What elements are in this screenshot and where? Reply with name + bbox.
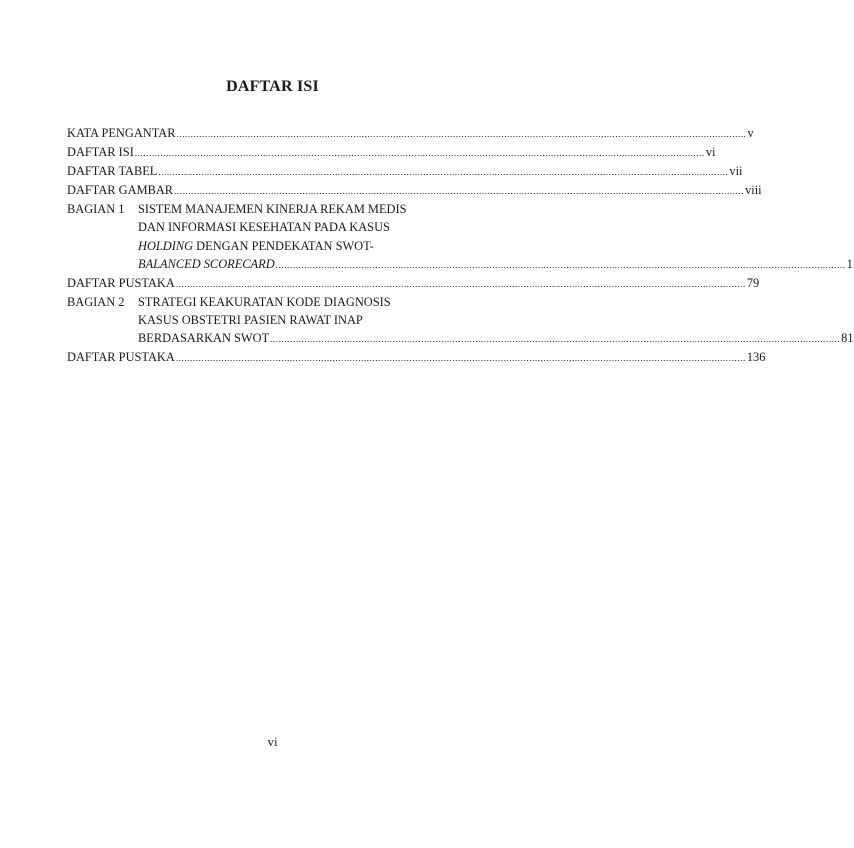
toc-entry-daftar-pustaka-2[interactable] xyxy=(67,348,766,367)
section-prefix: BAGIAN 2 xyxy=(67,294,125,309)
dot-leader: ........................................................................................................................................................................................................ xyxy=(134,148,705,159)
section-title-italic: BALANCED SCORECARD xyxy=(138,256,275,271)
toc-entry-label: DAFTAR TABEL xyxy=(67,164,158,179)
toc-entry-daftar-gambar[interactable] xyxy=(67,181,762,200)
toc-entry-label: KATA PENGANTAR xyxy=(67,126,176,140)
toc-entry-daftar-pustaka-1[interactable] xyxy=(67,274,760,293)
toc-entry-label: DAFTAR ISI xyxy=(67,145,134,160)
toc-page-number: vi xyxy=(705,145,716,160)
section-title-line: SISTEM MANAJEMEN KINERJA REKAM MEDIS xyxy=(138,202,407,217)
dot-leader: ........................................................................................................................................................................................................ xyxy=(174,186,745,197)
toc-page-number: viii xyxy=(745,183,762,198)
dot-leader: ........................................................................................................................................................................................................ xyxy=(270,334,841,345)
table-of-contents xyxy=(67,124,854,367)
toc-entry-bagian-2[interactable] xyxy=(67,293,854,348)
toc-entry-kata-pengantar[interactable] xyxy=(67,124,754,143)
toc-entry-bagian-1[interactable] xyxy=(67,200,853,273)
toc-page-number: 136 xyxy=(746,350,766,365)
section-title-line: DENGAN PENDEKATAN SWOT- xyxy=(193,238,374,253)
dot-leader: ........................................................................................................................................................................................................ xyxy=(175,278,746,289)
section-title-italic: HOLDING xyxy=(138,238,194,253)
toc-entry-daftar-tabel[interactable] xyxy=(67,162,743,181)
toc-entry-daftar-isi[interactable] xyxy=(67,143,716,162)
toc-entry-label: DAFTAR PUSTAKA xyxy=(67,350,175,365)
toc-page-number: vii xyxy=(729,164,743,179)
toc-page-number: 1 xyxy=(846,256,853,271)
dot-leader: ........................................................................................................................................................................................................ xyxy=(158,167,729,178)
toc-page-number: 81 xyxy=(841,331,854,346)
section-title-line: BERDASARKAN SWOT xyxy=(138,331,270,346)
page-title: DAFTAR ISI xyxy=(226,78,319,95)
toc-page-number: 79 xyxy=(746,275,760,290)
section-prefix: BAGIAN 1 xyxy=(67,202,125,217)
dot-leader: ........................................................................................................................................................................................................ xyxy=(175,353,746,364)
dot-leader: ........................................................................................................................................................................................................ xyxy=(275,259,846,270)
section-title-line: KASUS OBSTETRI PASIEN RAWAT INAP xyxy=(138,312,363,327)
toc-entry-label: DAFTAR GAMBAR xyxy=(67,183,174,198)
footer-page-number: vi xyxy=(267,734,278,749)
toc-page-number: v xyxy=(747,126,754,140)
dot-leader: ........................................................................................................................................................................................................ xyxy=(176,129,747,139)
section-title-line: STRATEGI KEAKURATAN KODE DIAGNOSIS xyxy=(138,294,391,309)
section-title-line: DAN INFORMASI KESEHATAN PADA KASUS xyxy=(138,220,390,235)
toc-entry-label: DAFTAR PUSTAKA xyxy=(67,275,175,290)
